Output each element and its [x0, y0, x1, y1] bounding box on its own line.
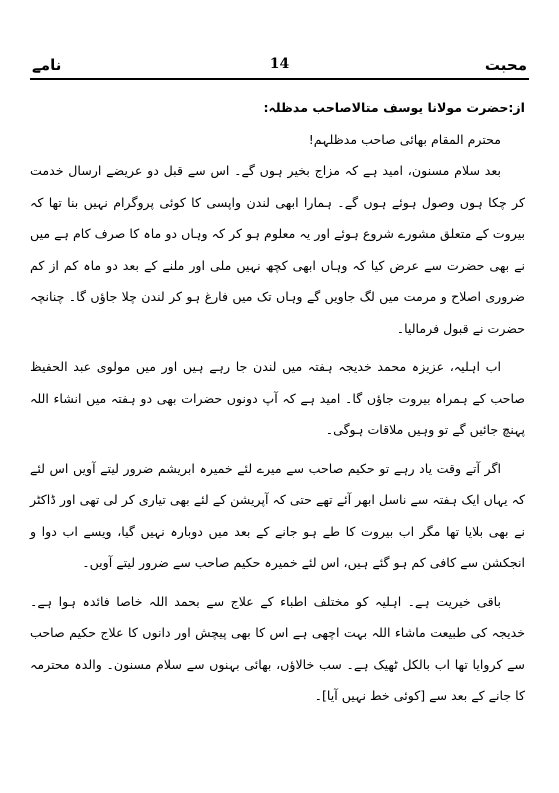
header-left-text: نامے	[32, 56, 62, 74]
page-number: 14	[269, 56, 290, 72]
author-line: از:حضرت مولانا یوسف متالاصاحب مدظلہ:	[263, 100, 525, 115]
header-right-text: محبت	[484, 56, 527, 74]
paragraph-4: باقی خیریت ہے۔ اہلیہ کو مختلف اطباء کے علاج سے بحمد اللہ خاصا فائدہ ہوا ہے۔ خدیجہ کی طبیعت ماشاء اللہ بہت اچھی ہے اس کا بھی پیچش اور دانوں کا علاج حکیم صاحب سے کروایا تھا اب بالکل ٹھیک ہے۔ سب خالاؤں، بھائی بہنوں سے سلام مسنون۔ والدہ محترمہ کا جانے کے بعد سے [کوئی خط نہیں آیا]۔	[30, 593, 525, 703]
page-header	[30, 52, 529, 78]
document-page	[30, 52, 529, 772]
letter-body	[30, 92, 529, 712]
salutation: محترم المقام بھائی صاحب مدظلہم!	[308, 131, 501, 147]
header-rule	[30, 78, 529, 80]
paragraph-2: اب اہلیہ، عزیزہ محمد خدیجہ ہفتہ میں لندن جا رہے ہیں اور میں مولوی عبد الحفیظ صاحب کے ہمراہ بیروت جاؤں گا۔ امید ہے کہ آپ دونوں حضرات بھی دو ہفتہ میں انشاء اللہ پہنچ جائیں گے تو وہیں ملاقات ہوگی۔	[30, 359, 525, 437]
paragraph-1: بعد سلام مسنون، امید ہے کہ مزاج بخیر ہوں گے۔ اس سے قبل دو عریضے ارسال خدمت کر چکا ہوں وصول ہوئے ہوں گے۔ ہمارا ابھی لندن واپسی کا کوئی پروگرام نہیں بنا تھا کہ بیروت کے متعلق مشورے شروع ہوئے اور یہ معلوم ہو کر کہ وہاں دو ماہ کا صرف کام ہے میں نے بھی حضرت سے عرض کیا کہ وہاں ابھی کچھ نہیں ملی اور ملنے کے بعد دو ماہ کم از کم ضروری اصلاح و مرمت میں لگ جاویں گے وہاں تک میں فارغ ہو کر لندن چلا جاؤں گا۔ چنانچہ حضرت نے قبول فرمالیا۔	[30, 163, 525, 336]
paragraph-3: اگر آتے وقت یاد رہے تو حکیم صاحب سے میرے لئے خمیرہ ابریشم ضرور لیتے آویں اس لئے کہ یہاں ایک ہفتہ سے ناسل ابھر آئے تھے حتی کہ آپریشن کے لئے بھی تیاری کر لی تھی اور ڈاکٹر نے بھی بلایا تھا مگر اب بیروت کا طے ہو جانے کے بعد میں دوبارہ نہیں گیا، ویسے اب دوا و انجکشن سے کافی کم ہو گئے ہیں، اس لئے خمیرہ حکیم صاحب سے ضرور لیتے آویں۔	[30, 460, 525, 570]
